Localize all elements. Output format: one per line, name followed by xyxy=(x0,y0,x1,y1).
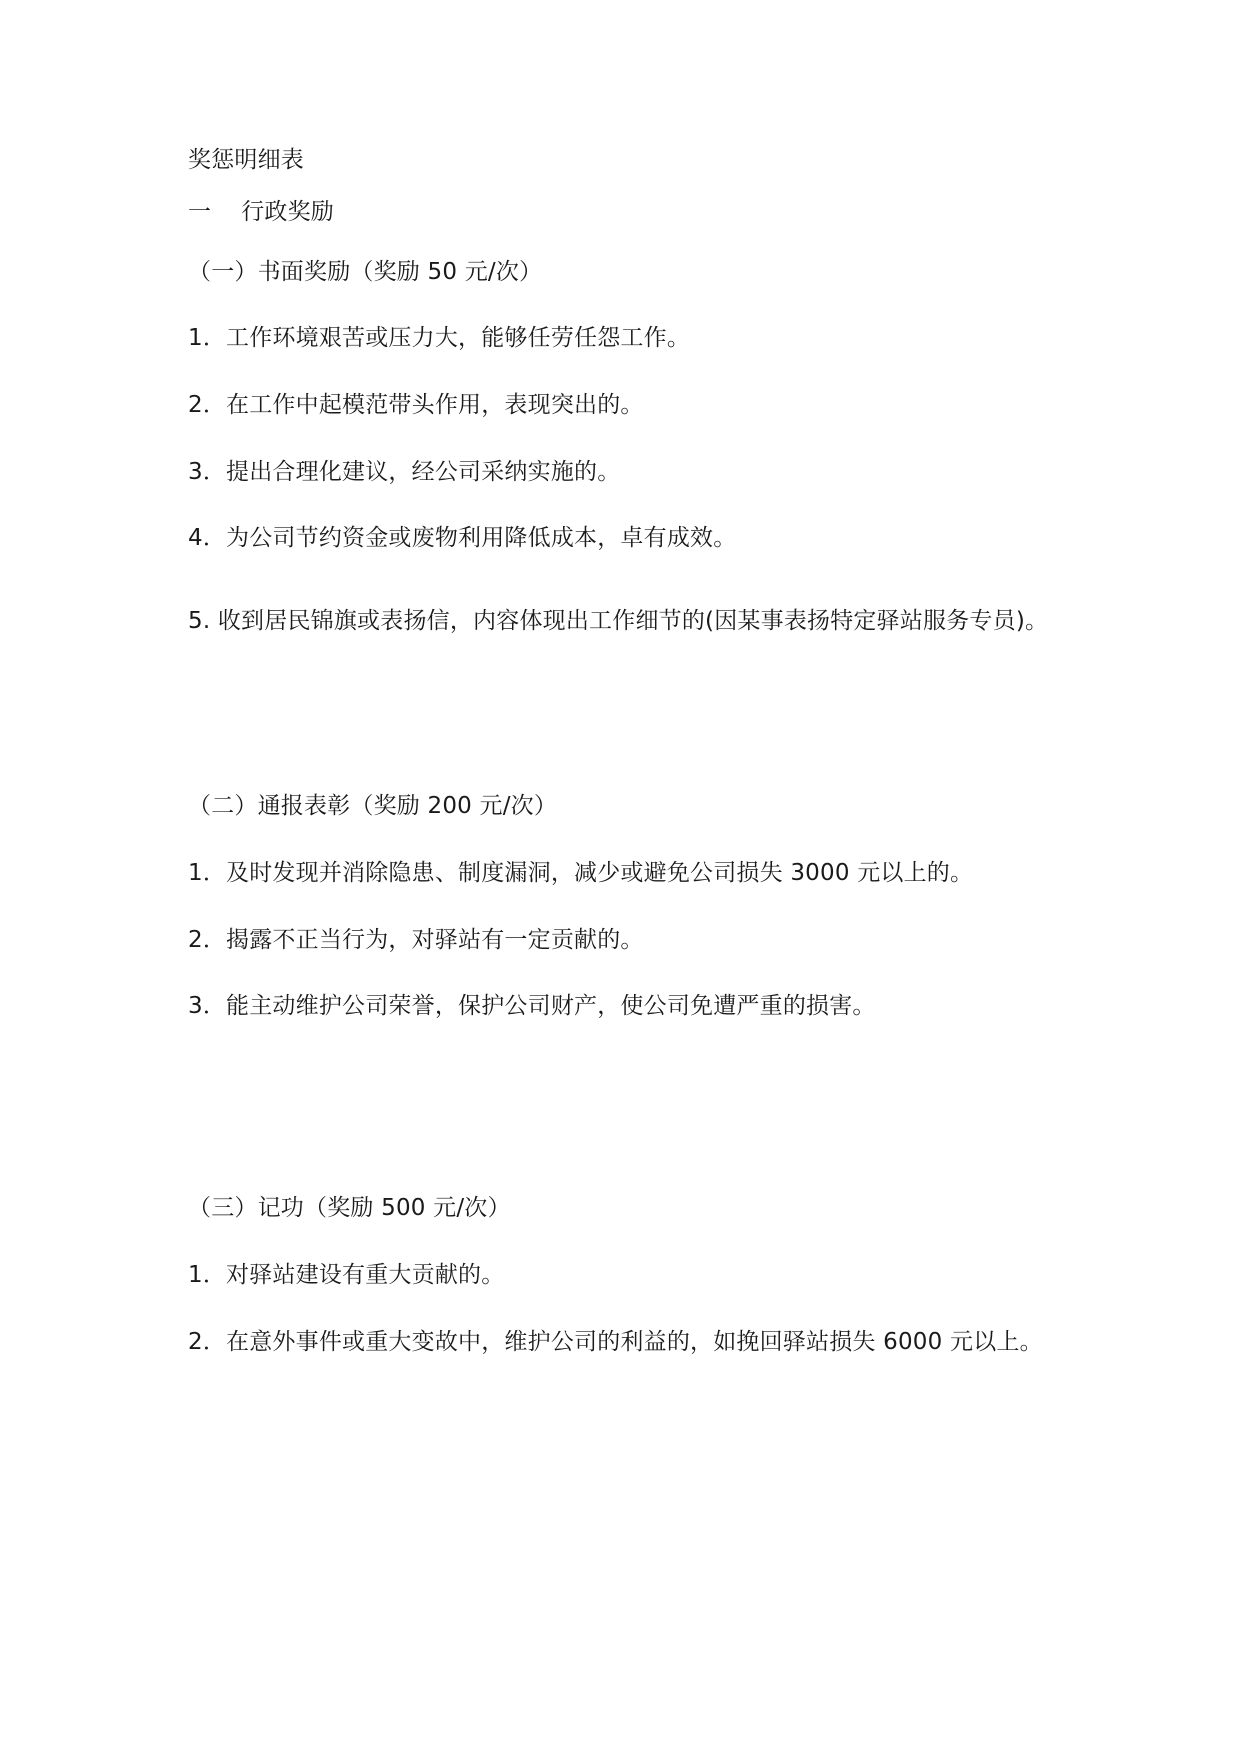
list-item: 5. 收到居民锦旗或表扬信，内容体现出工作细节的(因某事表扬特定驿站服务专员)。 xyxy=(188,608,1049,634)
list-item: 2．在工作中起模范带头作用，表现突出的。 xyxy=(188,392,644,418)
list-item: 1．工作环境艰苦或压力大，能够任劳任怨工作。 xyxy=(188,325,691,351)
list-item: 3．提出合理化建议，经公司采纳实施的。 xyxy=(188,459,621,485)
subsection-heading-merit-record: （三）记功（奖励 500 元/次） xyxy=(188,1195,511,1221)
list-item: 2．在意外事件或重大变故中，维护公司的利益的，如挽回驿站损失 6000 元以上。 xyxy=(188,1329,1043,1355)
list-item: 2．揭露不正当行为，对驿站有一定贡献的。 xyxy=(188,927,644,953)
section-label: 行政奖励 xyxy=(241,199,335,225)
section-heading-administrative-rewards xyxy=(188,196,1068,228)
subsection-heading-written-reward: （一）书面奖励（奖励 50 元/次） xyxy=(188,259,543,285)
list-item: 3．能主动维护公司荣誉，保护公司财产，使公司免遭严重的损害。 xyxy=(188,993,876,1019)
subsection-heading-public-commendation: （二）通报表彰（奖励 200 元/次） xyxy=(188,793,558,819)
document-title: 奖惩明细表 xyxy=(188,147,304,173)
section-number: 一 xyxy=(188,199,212,225)
list-item: 4．为公司节约资金或废物利用降低成本，卓有成效。 xyxy=(188,525,737,551)
list-item: 1．对驿站建设有重大贡献的。 xyxy=(188,1262,505,1288)
list-item: 1．及时发现并消除隐患、制度漏洞，减少或避免公司损失 3000 元以上的。 xyxy=(188,860,974,886)
